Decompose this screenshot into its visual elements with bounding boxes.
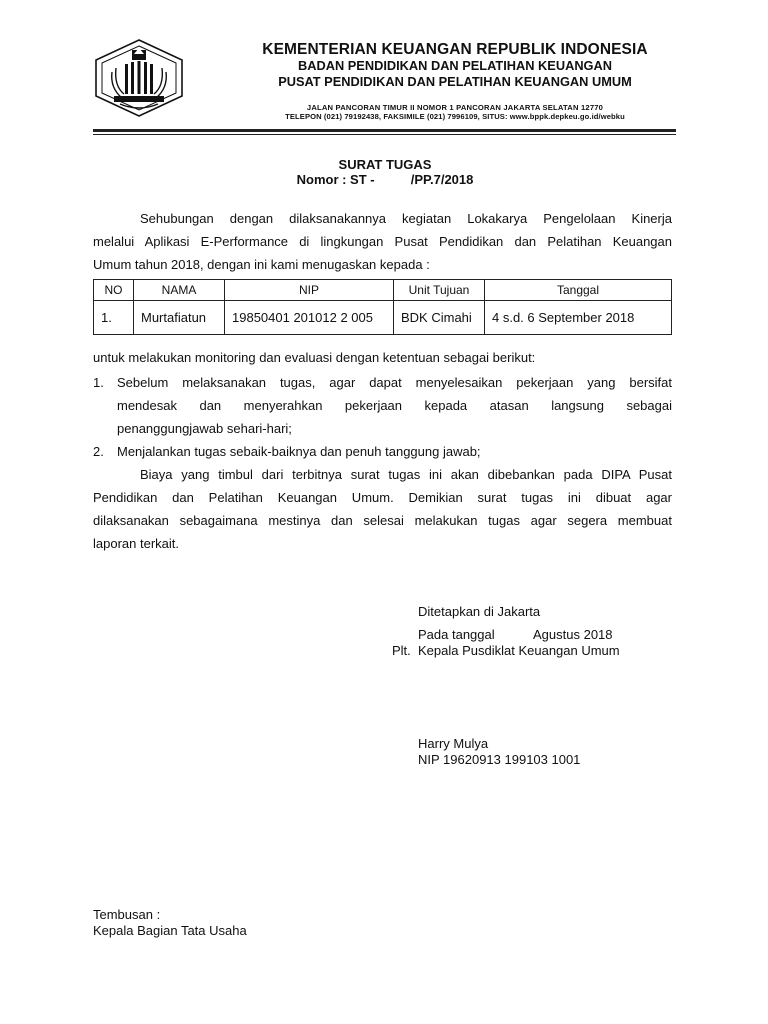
- signatory-name: Harry Mulya: [418, 736, 489, 751]
- col-header-nama: NAMA: [134, 280, 225, 301]
- center-name: PUSAT PENDIDIKAN DAN PELATIHAN KEUANGAN UMUM: [278, 74, 632, 89]
- list-item-line: Sebelum melaksanakan tugas, agar dapat menyelesaikan pekerjaan yang bersifat: [117, 375, 672, 390]
- signature-date-value: Agustus 2018: [533, 627, 613, 642]
- signatory-nip: NIP 19620913 199103 1001: [418, 752, 581, 767]
- signature-position: Kepala Pusdiklat Keuangan Umum: [418, 643, 620, 658]
- closing-line: Biaya yang timbul dari terbitnya surat tugas ini akan dibebankan pada DIPA Pusat: [140, 467, 672, 482]
- agency-name: BADAN PENDIDIKAN DAN PELATIHAN KEUANGAN: [298, 58, 612, 73]
- closing-line: Pendidikan dan Pelatihan Keuangan Umum. Demikian surat tugas ini dibuat agar: [93, 490, 672, 505]
- col-header-tanggal: Tanggal: [485, 280, 672, 301]
- letterhead-divider-thin: [93, 134, 676, 135]
- signature-place: Ditetapkan di Jakarta: [418, 604, 541, 619]
- letterhead-divider: [93, 129, 676, 132]
- signature-date-label: Pada tanggal: [418, 627, 495, 642]
- cell-tanggal: 4 s.d. 6 September 2018: [485, 301, 672, 335]
- purpose-text: untuk melakukan monitoring dan evaluasi dengan ketentuan sebagai berikut:: [93, 350, 536, 365]
- cell-unit: BDK Cimahi: [394, 301, 485, 335]
- assignment-table: [93, 279, 672, 335]
- cell-nip: 19850401 201012 2 005: [225, 301, 394, 335]
- table-row: [94, 301, 672, 335]
- list-item-line: Menjalankan tugas sebaik-baiknya dan penuh tanggung jawab;: [117, 444, 481, 459]
- signature-acting: Plt.: [392, 643, 411, 658]
- intro-line: Sehubungan dengan dilaksanakannya kegiatan Lokakarya Pengelolaan Kinerja: [140, 211, 672, 226]
- list-item-line: mendesak dan menyerahkan pekerjaan kepada atasan langsung sebagai: [117, 398, 672, 413]
- ministry-name: KEMENTERIAN KEUANGAN REPUBLIK INDONESIA: [262, 41, 648, 58]
- intro-line: melalui Aplikasi E-Performance di lingkungan Pusat Pendidikan dan Pelatihan Keuangan: [93, 234, 672, 249]
- table-header-row: [94, 280, 672, 301]
- col-header-nip: NIP: [225, 280, 394, 301]
- closing-line: dilaksanakan sebagaimana mestinya dan selesai melakukan tugas agar segera membuat: [93, 513, 672, 528]
- document-title: SURAT TUGAS: [338, 157, 432, 172]
- kementerian-keuangan-emblem-icon: [92, 38, 186, 118]
- list-number: 2.: [93, 444, 104, 459]
- cell-nama: Murtafiatun: [134, 301, 225, 335]
- closing-line: laporan terkait.: [93, 536, 179, 551]
- document-number: Nomor : ST - /PP.7/2018: [296, 172, 474, 187]
- cc-recipient: Kepala Bagian Tata Usaha: [93, 923, 247, 938]
- list-item-line: penanggungjawab sehari-hari;: [117, 421, 292, 436]
- cell-no: 1.: [94, 301, 134, 335]
- office-contact: TELEPON (021) 79192438, FAKSIMILE (021) 7996109, SITUS: www.bppk.depkeu.go.id/webku: [285, 112, 625, 121]
- col-header-unit: Unit Tujuan: [394, 280, 485, 301]
- intro-line: Umum tahun 2018, dengan ini kami menugaskan kepada :: [93, 257, 430, 272]
- col-header-no: NO: [94, 280, 134, 301]
- list-number: 1.: [93, 375, 104, 390]
- office-address: JALAN PANCORAN TIMUR II NOMOR 1 PANCORAN JAKARTA SELATAN 12770: [306, 103, 604, 112]
- cc-label: Tembusan :: [93, 907, 161, 922]
